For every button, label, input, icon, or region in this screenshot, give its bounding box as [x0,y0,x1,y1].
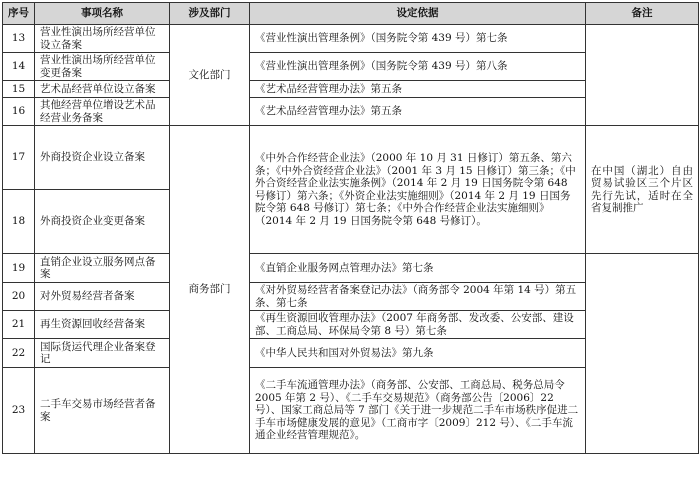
row-no: 19 [3,254,35,283]
row-basis: 《再生资源回收管理办法》（2007 年商务部、发改委、公安部、建设部、工商总局、环保局令第 8 号）第七条 [250,311,586,339]
row-name: 外商投资企业变更备案 [35,190,170,254]
row-name: 直销企业设立服务网点备案 [35,254,170,283]
header-no: 序号 [3,3,35,25]
row-no: 15 [3,81,35,98]
row-no: 22 [3,339,35,368]
row-basis: 《艺术品经营管理办法》第五条 [250,81,586,98]
row-no: 16 [3,98,35,126]
table-row [3,126,699,190]
row-basis: 《二手车流通管理办法》（商务部、公安部、工商总局、税务总局令 2005 年第 2 号）、《二手车交易规范》（商务部公告〔2006〕22 号）、国家工商总局等 7 部门《关于进一步规范二手车市场秩序促进二手车市场健康发展的意见》（工商市字〔2009〕212 号）、《二手车流通企业经营管理规范》。 [250,368,586,454]
row-no: 20 [3,283,35,311]
row-basis: 《直销企业服务网点管理办法》第七条 [250,254,586,283]
row-basis: 《对外贸易经营者备案登记办法》（商务部令 2004 年第 14 号）第五条、第七条 [250,283,586,311]
header-name: 事项名称 [35,3,170,25]
items-table [2,2,699,454]
row-no: 21 [3,311,35,339]
row-basis: 《艺术品经营管理办法》第五条 [250,98,586,126]
row-no: 23 [3,368,35,454]
row-note [586,254,699,454]
row-basis: 《中华人民共和国对外贸易法》第九条 [250,339,586,368]
table-row [3,254,699,283]
dept-culture: 文化部门 [170,25,250,126]
row-basis-foreign: 《中外合作经营企业法》（2000 年 10 月 31 日修订）第五条、第六条；《中外合资经营企业法》（2001 年 3 月 15 日修订）第三条；《中外合资经营企业法实施条例》（2014 年 2 月 19 日国务院令第 648 号修订）第六条；《外资企业法实施细则》（2014 年 2 月 19 日国务院令第 648 号修订）第七条；《中外合作经营企业法实施细则》（2014 年 2 月 19 日国务院令第 648 号修订）。 [250,126,586,254]
row-name: 营业性演出场所经营单位设立备案 [35,25,170,53]
row-no: 17 [3,126,35,190]
row-no: 14 [3,53,35,81]
row-note [586,25,699,126]
row-name: 外商投资企业设立备案 [35,126,170,190]
row-basis: 《营业性演出管理条例》（国务院令第 439 号）第七条 [250,25,586,53]
table-row [3,25,699,53]
header-basis: 设定依据 [250,3,586,25]
row-note-foreign: 在中国（湖北）自由贸易试验区三个片区先行先试，适时在全省复制推广 [586,126,699,254]
row-name: 国际货运代理企业备案登记 [35,339,170,368]
row-name: 对外贸易经营者备案 [35,283,170,311]
row-name: 再生资源回收经营备案 [35,311,170,339]
header-row [3,3,699,25]
row-no: 18 [3,190,35,254]
row-name: 二手车交易市场经营者备案 [35,368,170,454]
row-no: 13 [3,25,35,53]
dept-commerce: 商务部门 [170,126,250,454]
row-basis: 《营业性演出管理条例》（国务院令第 439 号）第八条 [250,53,586,81]
row-name: 艺术品经营单位设立备案 [35,81,170,98]
row-name: 营业性演出场所经营单位变更备案 [35,53,170,81]
row-name: 其他经营单位增设艺术品经营业务备案 [35,98,170,126]
header-note: 备注 [586,3,699,25]
header-dept: 涉及部门 [170,3,250,25]
